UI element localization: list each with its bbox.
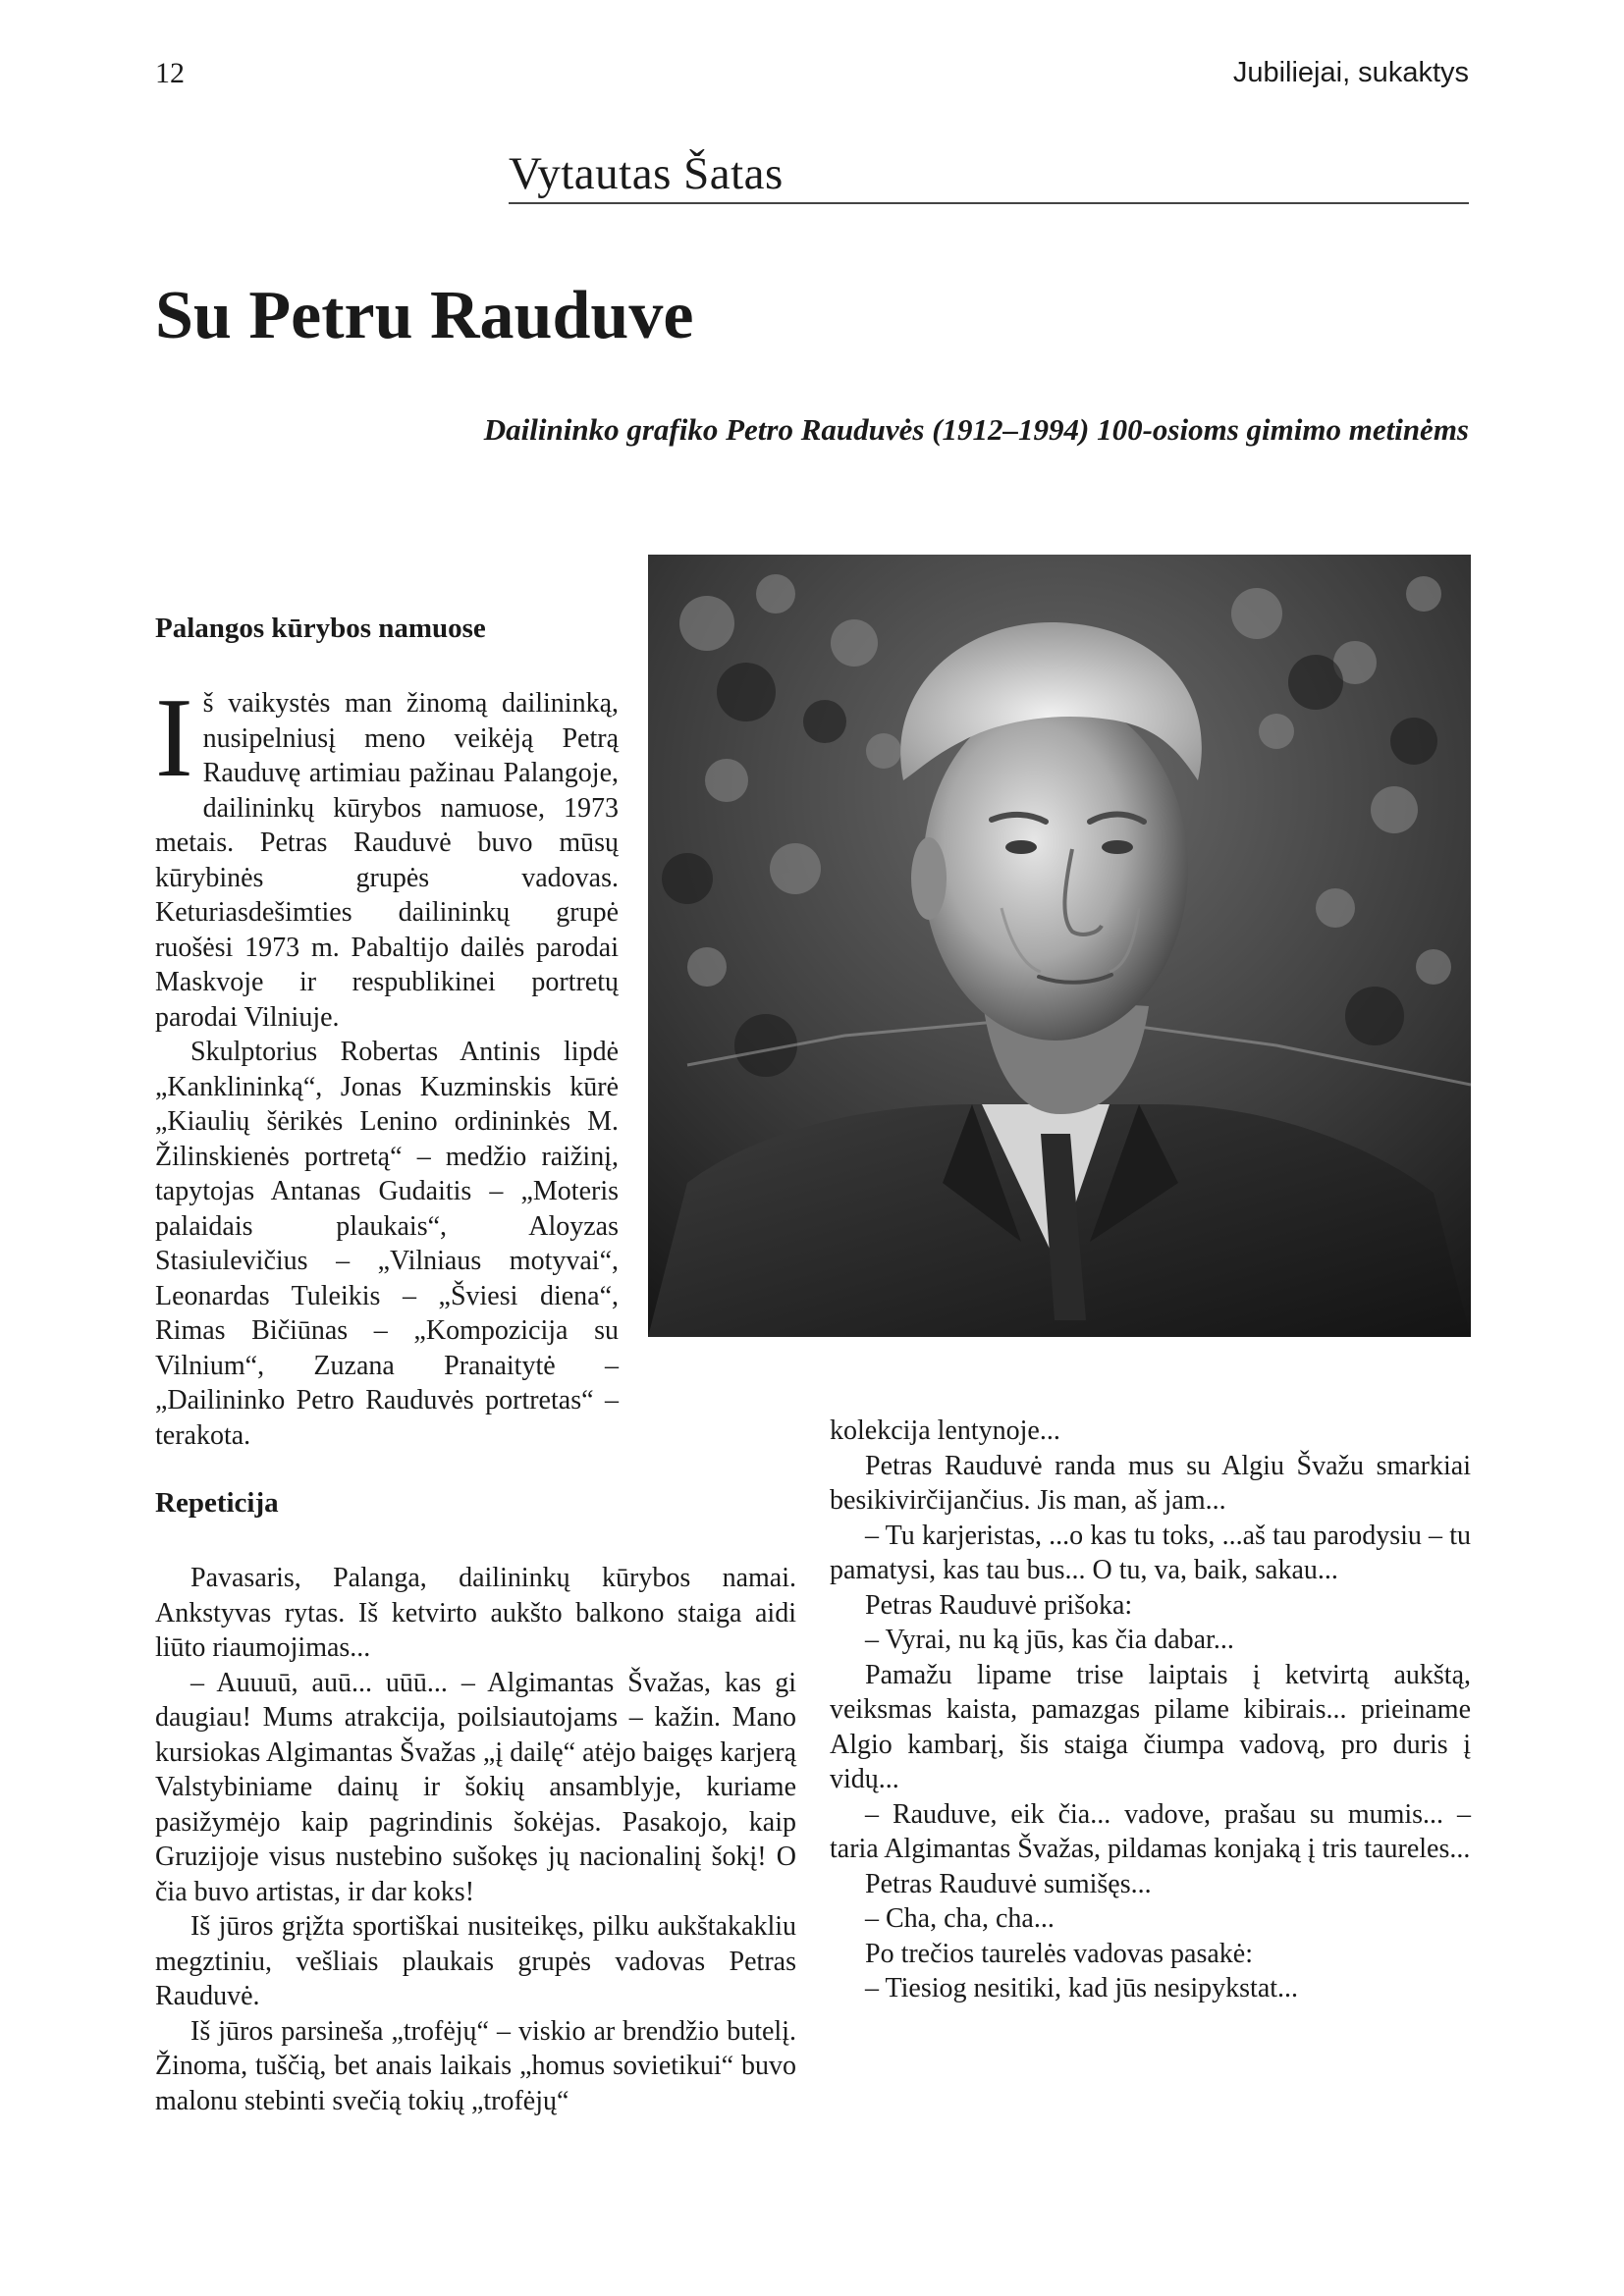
section-heading-repeticija: Repeticija: [155, 1487, 279, 1519]
section-body-left: [155, 1561, 796, 2118]
paragraph: Iš jūros parsineša „trofėjų“ – viskio ar brendžio butelį. Žinoma, tuščią, bet anais laikais „homus sovietikui“ buvo malonu stebinti svečią tokių „trofėjų“: [155, 2015, 796, 2116]
section-repeticija-left: [155, 1487, 796, 2118]
paragraph: – Cha, cha, cha...: [865, 1903, 1055, 1934]
section-palanga: [155, 613, 619, 1453]
section-body-right: [830, 1414, 1471, 2006]
author-divider: [509, 202, 1469, 204]
paragraph: – Tiesiog nesitiki, kad jūs nesipykstat...: [865, 1973, 1299, 2003]
paragraph: – Vyrai, nu ką jūs, kas čia dabar...: [865, 1625, 1234, 1655]
paragraph-text: š vaikystės man žinomą dailininką, nusipelniusį meno veikėją Petrą Rauduvę artimiau pažinau Palangoje, dailininkų kūrybos namuose, 1973 metais. Petras Rauduvė buvo mūsų kūrybinės grupės vadovas. Keturiasdešimties dailininkų grupė ruošėsi 1973 m. Pabaltijo dailės parodai Maskvoje ir respublikinei portretų parodai Vilniuje.: [155, 688, 619, 1033]
section-heading-palanga: Palangos kūrybos namuose: [155, 613, 486, 644]
paragraph: Petras Rauduvė randa mus su Algiu Švažu smarkiai besikivirčijančius. Jis man, aš jam...: [830, 1450, 1471, 1516]
portrait-photo: [648, 555, 1471, 1337]
paragraph: – Tu karjeristas, ...o kas tu toks, ...aš tau parodysiu – tu pamatysi, kas tau bus... O tu, va, baik, sakau...: [830, 1520, 1471, 1585]
section-body-palanga: [155, 675, 619, 1453]
paragraph: Petras Rauduvė prišoka:: [865, 1589, 1133, 1621]
paragraph: Petras Rauduvė sumišęs...: [865, 1868, 1152, 1899]
paragraph: Pavasaris, Palanga, dailininkų kūrybos namai. Ankstyvas rytas. Iš ketvirto aukšto balkono staiga aidi liūto riaumojimas...: [155, 1563, 796, 1663]
paragraph: Pamažu lipame trise laiptais į ketvirtą aukštą, veiksmas kaista, pamazgas pilame kibirais... prieiname Algio kambarį, šis staiga čiumpa vadovą, pro duris į vidų...: [830, 1659, 1471, 1794]
paragraph: – Auuuū, auū... uūū... – Algimantas Švažas, kas gi daugiau! Mums atrakcija, poilsiautojams – kažin. Mano kursiokas Algimantas Švažas „į dailę“ atėjo baigęs karjerą Valstybiniame dainų ir šokių ansamblyje, kuriame pasižymėjo kaip pagrindinis šokėjas. Pasakojo, kaip Gruzijoje visus nustebino sušokęs jų nacionalinį šokį! O čia buvo artistas, ir dar koks!: [155, 1667, 796, 1907]
paragraph: – Rauduve, eik čia... vadove, prašau su mumis... – taria Algimantas Švažas, pildamas konjaką į tris taureles...: [830, 1798, 1471, 1864]
article-author: Vytautas Šatas: [509, 148, 784, 199]
paragraph-with-dropcap: [155, 675, 619, 1035]
page-number: 12: [155, 57, 185, 89]
paragraph: Skulptorius Robertas Antinis lipdė „Kanklininką“, Jonas Kuzminskis kūrė „Kiaulių šėrikės Lenino ordininkės M. Žilinskienės portretą“ – medžio raižinį, tapytojas Antanas Gudaitis – „Moteris palaidais plaukais“, Aloyzas Stasiulevičius – „Vilniaus motyvai“, Leonardas Tuleikis – „Šviesi diena“, Rimas Bičiūnas – „Kompozicija su Vilnium“, Zuzana Pranaitytė – „Dailininko Petro Rauduvės portretas“ – terakota.: [155, 1037, 619, 1451]
article-title: Su Petru Rauduve: [155, 278, 694, 353]
paragraph: Iš jūros grįžta sportiškai nusiteikęs, pilku aukštakakliu megztiniu, vešliais plaukais grupės vadovas Petras Rauduvė.: [155, 1911, 796, 2011]
article-subtitle: Dailininko grafiko Petro Rauduvės (1912–1994) 100-osioms gimimo metinėms: [483, 412, 1469, 447]
running-header: Jubiliejai, sukaktys: [1232, 57, 1469, 88]
paragraph: Po trečios taurelės vadovas pasakė:: [865, 1938, 1253, 1969]
paragraph-continuation: kolekcija lentynoje...: [830, 1415, 1060, 1446]
drop-cap: I: [155, 675, 193, 801]
